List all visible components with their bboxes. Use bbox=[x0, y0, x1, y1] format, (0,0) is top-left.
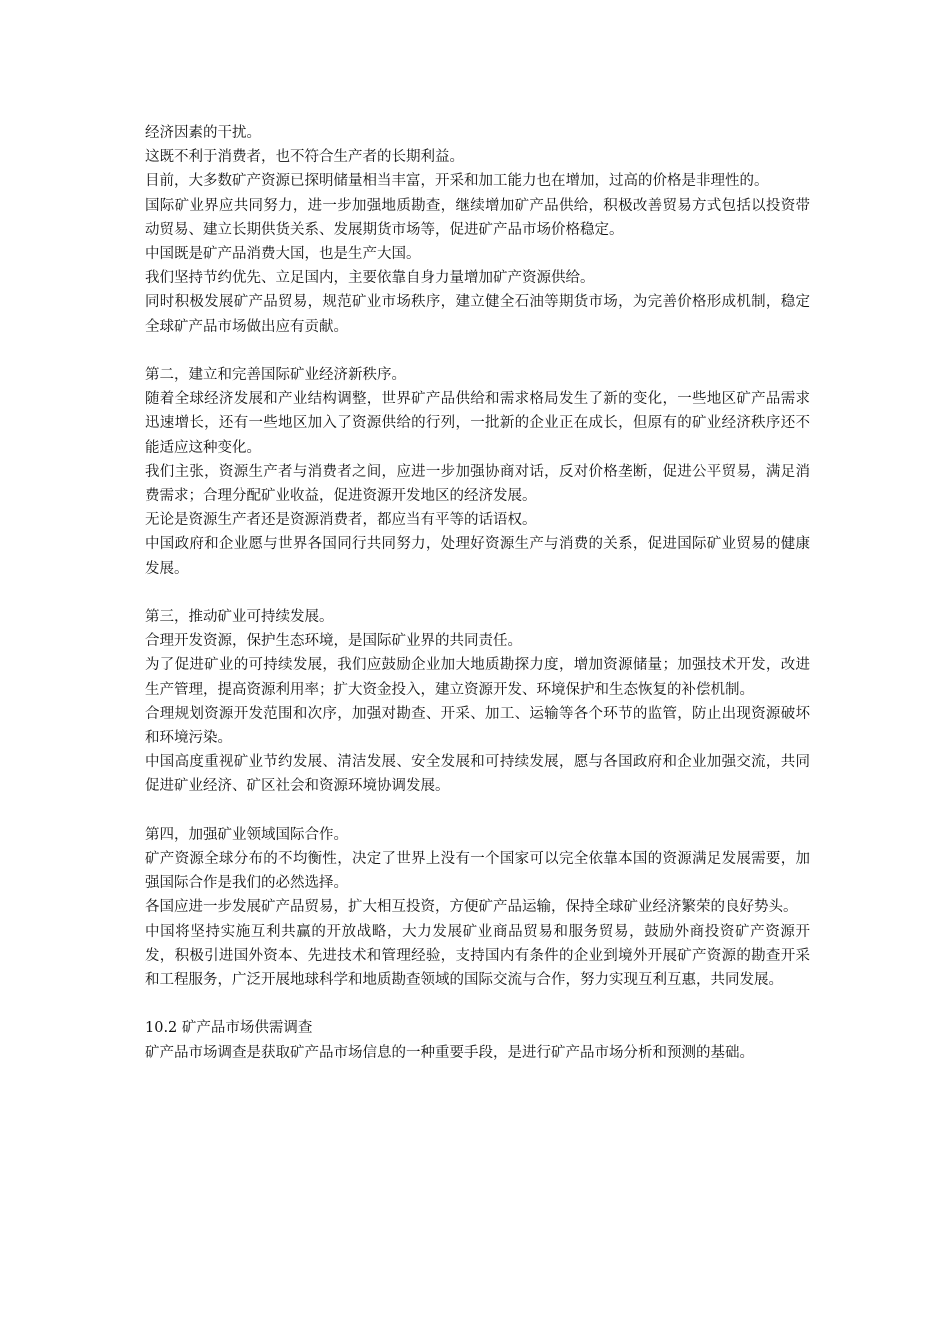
paragraph: 中国既是矿产品消费大国，也是生产大国。 bbox=[145, 246, 421, 263]
paragraph: 目前，大多数矿产资源已探明储量相当丰富，开采和加工能力也在增加，过高的价格是非理性的。 bbox=[145, 173, 769, 190]
paragraph: 这既不利于消费者，也不符合生产者的长期利益。 bbox=[145, 149, 464, 166]
paragraph: 为了促进矿业的可持续发展，我们应鼓励企业加大地质勘探力度，增加资源储量；加强技术开发，改进生产管理，提高资源利用率；扩大资金投入，建立资源开发、环境保护和生态恢复的补偿机制。 bbox=[145, 657, 810, 698]
blank-line bbox=[145, 581, 810, 605]
paragraph: 我们坚持节约优先、立足国内，主要依靠自身力量增加矿产资源供给。 bbox=[145, 270, 595, 287]
paragraph: 无论是资源生产者还是资源消费者，都应当有平等的话语权。 bbox=[145, 512, 537, 529]
paragraph: 中国高度重视矿业节约发展、清洁发展、安全发展和可持续发展，愿与各国政府和企业加强交流，共同促进矿业经济、矿区社会和资源环境协调发展。 bbox=[145, 754, 810, 795]
paragraph: 矿产品市场调查是获取矿产品市场信息的一种重要手段，是进行矿产品市场分析和预测的基础。 bbox=[145, 1044, 754, 1061]
blank-line bbox=[145, 799, 810, 823]
paragraph: 合理开发资源，保护生态环境，是国际矿业界的共同责任。 bbox=[145, 633, 522, 650]
paragraph: 中国政府和企业愿与世界各国同行共同努力，处理好资源生产与消费的关系，促进国际矿业贸易的健康发展。 bbox=[145, 536, 810, 577]
paragraph: 同时积极发展矿产品贸易，规范矿业市场秩序，建立健全石油等期货市场，为完善价格形成机制，稳定全球矿产品市场做出应有贡献。 bbox=[145, 294, 810, 335]
document-body bbox=[145, 121, 810, 1065]
blank-line bbox=[145, 339, 810, 363]
blank-line bbox=[145, 992, 810, 1016]
section-heading: 10.2 矿产品市场供需调查 bbox=[145, 1020, 313, 1037]
paragraph: 随着全球经济发展和产业结构调整，世界矿产品供给和需求格局发生了新的变化，一些地区矿产品需求迅速增长，还有一些地区加入了资源供给的行列，一批新的企业正在成长，但原有的矿业经济秩序还不能适应这种变化。 bbox=[145, 391, 810, 456]
paragraph: 合理规划资源开发范围和次序，加强对勘查、开采、加工、运输等各个环节的监管，防止出现资源破坏和环境污染。 bbox=[145, 705, 810, 747]
paragraph: 中国将坚持实施互利共赢的开放战略，大力发展矿业商品贸易和服务贸易，鼓励外商投资矿产资源开发，积极引进国外资本、先进技术和管理经验，支持国内有条件的企业到境外开展矿产资源的勘查开采和工程服务，广泛开展地球科学和地质勘查领域的国际交流与合作，努力实现互利互惠，共同发展。 bbox=[145, 923, 810, 989]
section-heading: 第二，建立和完善国际矿业经济新秩序。 bbox=[145, 367, 406, 384]
paragraph: 各国应进一步发展矿产品贸易，扩大相互投资，方便矿产品运输，保持全球矿业经济繁荣的良好势头。 bbox=[145, 899, 798, 916]
paragraph: 我们主张，资源生产者与消费者之间，应进一步加强协商对话，反对价格垄断，促进公平贸易，满足消费需求；合理分配矿业收益，促进资源开发地区的经济发展。 bbox=[145, 463, 810, 505]
paragraph: 国际矿业界应共同努力，进一步加强地质勘查，继续增加矿产品供给，积极改善贸易方式包括以投资带动贸易、建立长期供货关系、发展期货市场等，促进矿产品市场价格稳定。 bbox=[145, 197, 810, 238]
section-heading: 第四，加强矿业领域国际合作。 bbox=[145, 826, 348, 843]
paragraph: 经济因素的干扰。 bbox=[145, 125, 261, 141]
section-heading: 第三，推动矿业可持续发展。 bbox=[145, 609, 334, 626]
paragraph: 矿产资源全球分布的不均衡性，决定了世界上没有一个国家可以完全依靠本国的资源满足发展需要，加强国际合作是我们的必然选择。 bbox=[145, 851, 810, 892]
